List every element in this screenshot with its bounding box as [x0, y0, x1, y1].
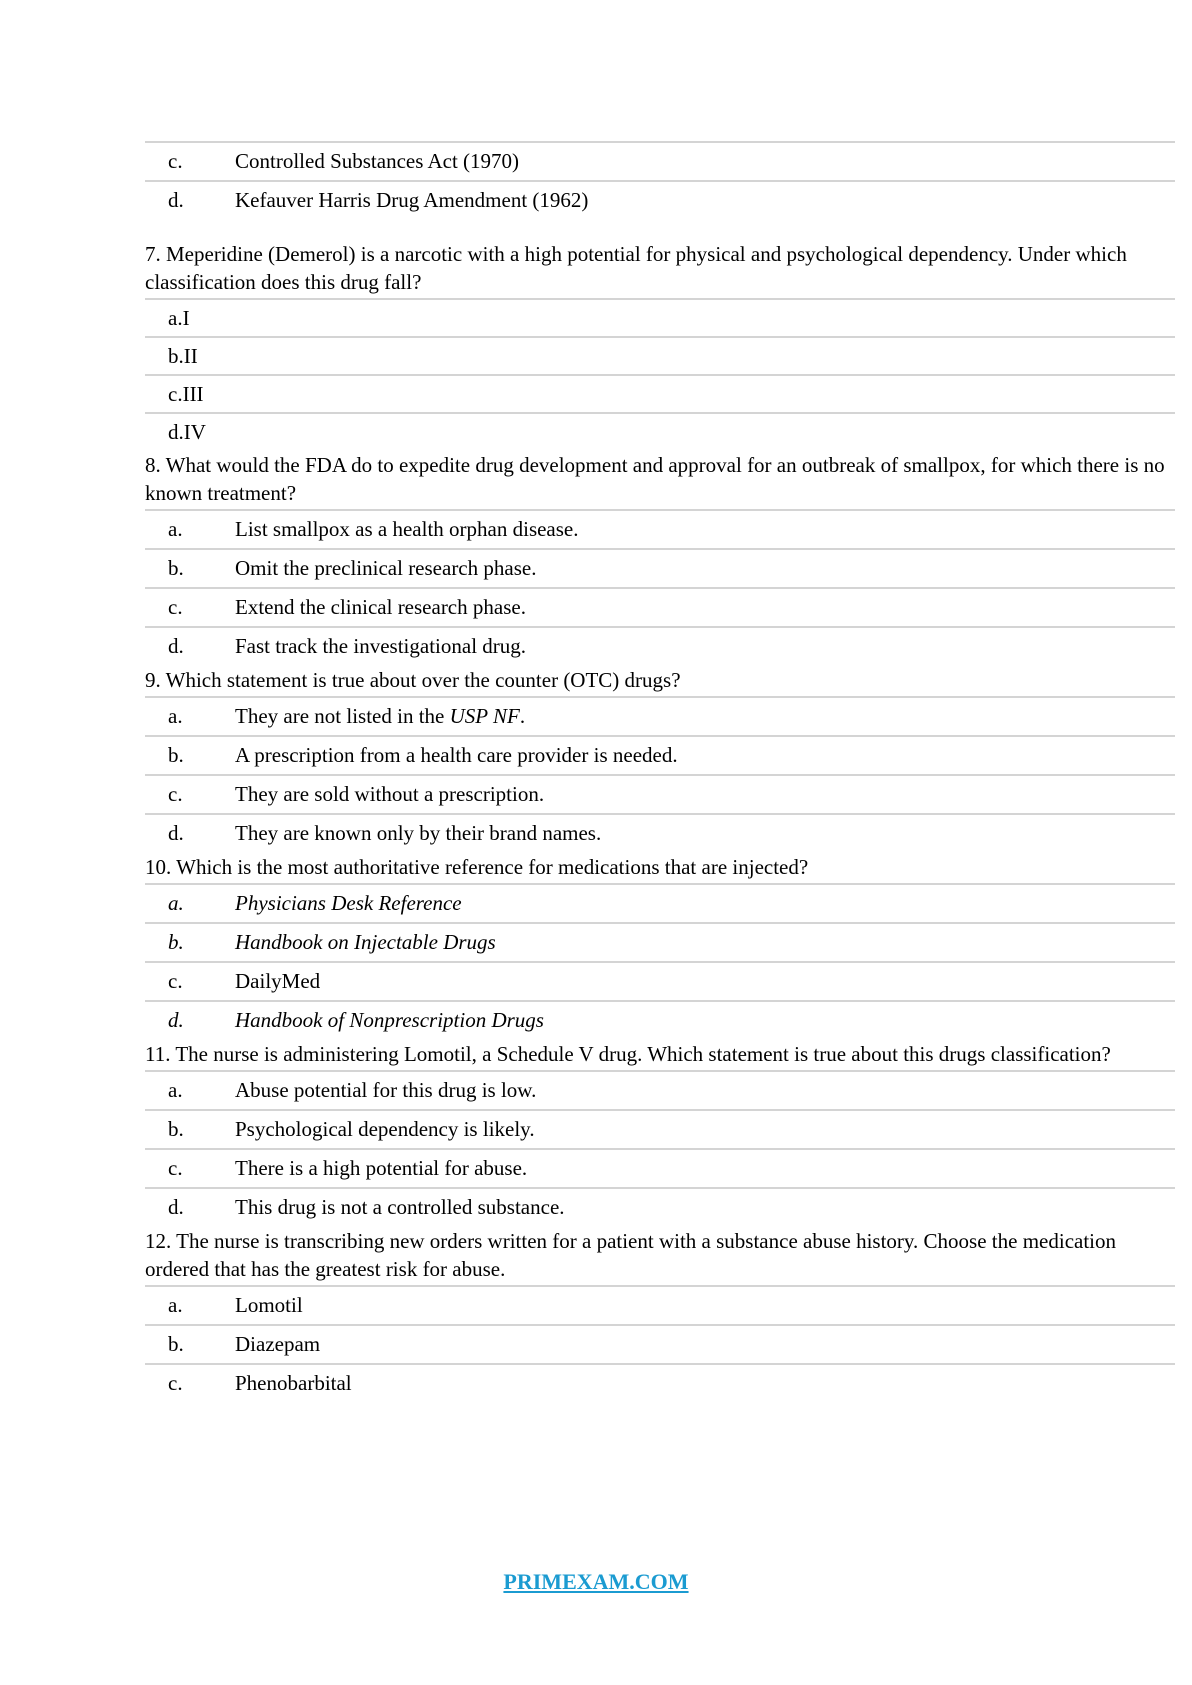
option-letter: a. [168, 704, 183, 728]
spacer [145, 219, 1175, 239]
option-text: Controlled Substances Act (1970) [235, 149, 520, 173]
question-list [145, 141, 1175, 1402]
option-letter: d. [168, 634, 184, 658]
option-letter: d. [168, 1008, 184, 1032]
option-letter: b. [168, 556, 184, 580]
q11-option-b [145, 1109, 1175, 1148]
option-text: Handbook on Injectable Drugs [235, 930, 496, 954]
option-letter: d. [168, 821, 184, 845]
q8-option-b [145, 548, 1175, 587]
option-text: Lomotil [235, 1293, 303, 1317]
option-letter: a. [168, 517, 183, 541]
option-text: Handbook of Nonprescription Drugs [235, 1008, 544, 1032]
q6-option-c [145, 141, 1175, 180]
option-text: Physicians Desk Reference [235, 891, 462, 915]
option-text-pre: They are not listed in the [235, 704, 450, 728]
option-letter: b. [168, 930, 184, 954]
q7-option-d [145, 412, 1175, 450]
option-letter: d. [168, 188, 184, 212]
question-8: 8. What would the FDA do to expedite drug development and approval for an outbreak of smallpox, for which there is no known treatment? [145, 453, 1165, 505]
option-letter: b. [168, 1117, 184, 1141]
q11-option-c [145, 1148, 1175, 1187]
q12-option-c [145, 1363, 1175, 1402]
q8-option-c [145, 587, 1175, 626]
option-text: A prescription from a health care provider is needed. [235, 743, 678, 767]
q7-option-a [145, 298, 1175, 336]
option-letter: c. [168, 149, 183, 173]
option-text: List smallpox as a health orphan disease. [235, 517, 579, 541]
option-text: DailyMed [235, 969, 321, 993]
q10-option-d [145, 1000, 1175, 1039]
q7-option-c [145, 374, 1175, 412]
option-text: Fast track the investigational drug. [235, 634, 527, 658]
option-text: Psychological dependency is likely. [235, 1117, 535, 1141]
option-text: a.I [168, 306, 190, 330]
q6-option-d [145, 180, 1175, 219]
option-letter: c. [168, 782, 183, 806]
option-text: c.III [168, 382, 204, 406]
option-text [235, 698, 525, 735]
question-9: 9. Which statement is true about over the counter (OTC) drugs? [145, 668, 681, 692]
option-letter: d. [168, 1195, 184, 1219]
q9-option-a [145, 696, 1175, 735]
q12-option-b [145, 1324, 1175, 1363]
q10-option-a [145, 883, 1175, 922]
option-text: Abuse potential for this drug is low. [235, 1078, 537, 1102]
option-letter: c. [168, 1156, 183, 1180]
q11-option-a [145, 1070, 1175, 1109]
option-text: They are sold without a prescription. [235, 782, 545, 806]
question-7: 7. Meperidine (Demerol) is a narcotic with a high potential for physical and psychological dependency. Under which classification does this drug fall? [145, 242, 1127, 294]
option-text: Kefauver Harris Drug Amendment (1962) [235, 188, 589, 212]
option-letter: c. [168, 595, 183, 619]
option-text: Extend the clinical research phase. [235, 595, 526, 619]
option-text: There is a high potential for abuse. [235, 1156, 528, 1180]
option-text-italic: USP NF [449, 704, 520, 728]
q9-option-d [145, 813, 1175, 852]
option-text-post: . [519, 704, 526, 728]
option-text: Diazepam [235, 1332, 321, 1356]
q12-option-a [145, 1285, 1175, 1324]
option-text: d.IV [168, 420, 206, 444]
option-text: This drug is not a controlled substance. [235, 1195, 565, 1219]
option-letter: a. [168, 1293, 183, 1317]
q10-option-b [145, 922, 1175, 961]
option-letter: a. [168, 1078, 183, 1102]
q11-option-d [145, 1187, 1175, 1226]
question-12: 12. The nurse is transcribing new orders written for a patient with a substance abuse history. Choose the medication ordered that has the greatest risk for abuse. [145, 1229, 1117, 1281]
option-letter: c. [168, 1371, 183, 1395]
q10-option-c [145, 961, 1175, 1000]
q8-option-a [145, 509, 1175, 548]
option-letter: b. [168, 743, 184, 767]
q8-option-d [145, 626, 1175, 665]
option-text: Phenobarbital [235, 1371, 352, 1395]
option-text: Omit the preclinical research phase. [235, 556, 537, 580]
question-10: 10. Which is the most authoritative reference for medications that are injected? [145, 855, 809, 879]
option-letter: c. [168, 969, 183, 993]
option-letter: a. [168, 891, 184, 915]
q9-option-b [145, 735, 1175, 774]
option-letter: b. [168, 1332, 184, 1356]
option-text: b.II [168, 344, 198, 368]
footer-site-link[interactable]: PRIMEXAM.COM [503, 1569, 689, 1594]
option-text: They are known only by their brand names. [235, 821, 602, 845]
question-11: 11. The nurse is administering Lomotil, a Schedule V drug. Which statement is true about this drugs classification? [145, 1042, 1111, 1066]
q7-option-b [145, 336, 1175, 374]
q9-option-c [145, 774, 1175, 813]
